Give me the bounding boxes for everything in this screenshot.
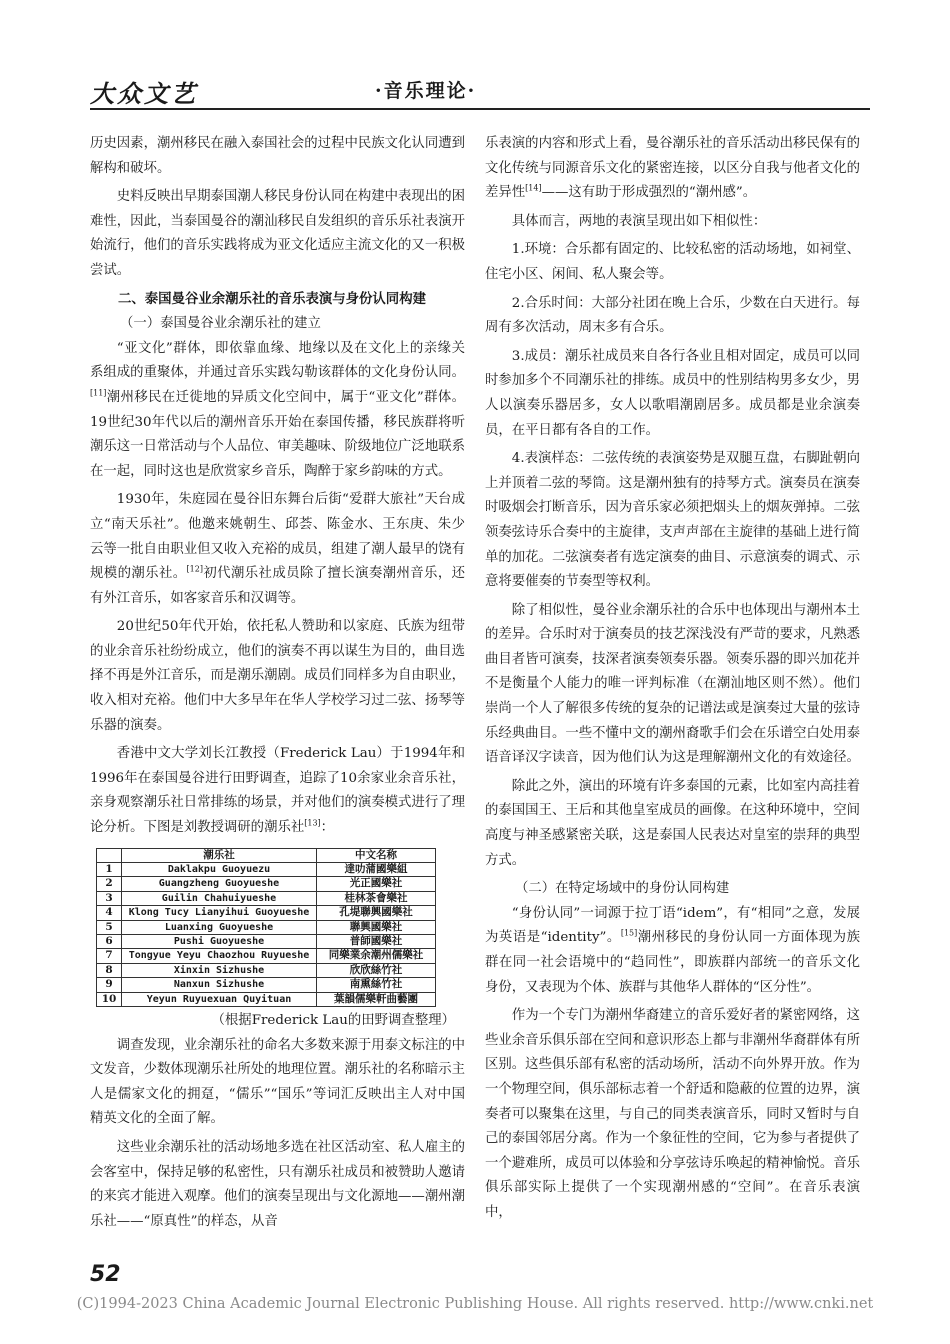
- table-cell: Tongyue Yeyu Chaozhou Ruyueshe: [122, 949, 317, 963]
- masthead: [90, 76, 870, 108]
- table-row: [97, 978, 436, 992]
- table-cell: 5: [97, 920, 122, 934]
- table-cell: 10: [97, 992, 122, 1006]
- table-cell: 達叻蒲國樂組: [317, 863, 436, 877]
- table-cell: 8: [97, 963, 122, 977]
- paragraph: 除了相似性，曼谷业余潮乐社的合乐中也体现出与潮州本土的差异。合乐时对于演奏员的技艺深浅没有严苛的要求，凡熟悉曲目者皆可演奏，技深者演奏领奏乐器。领奏乐器的即兴加花并不是衡量个人能力的唯一评判标准（在潮汕地区则不然）。他们崇尚一个人了解很多传统的复杂的记谱法或是演奏过大量的弦诗乐经典曲目。一些不懂中文的潮州裔歌手们会在乐谱空白处用泰语音译汉字读音，因为他们认为这是理解潮州文化的有效途径。: [485, 602, 860, 766]
- table-cell: 2: [97, 877, 122, 891]
- list-item: 4.表演样态：二弦传统的表演姿势是双腿互盘，右脚趾朝向上并顶着二弦的琴筒。这是潮州独有的持琴方式。演奏员在演奏时吸烟会打断音乐，因为音乐家必须把烟头上的烟灰弹掉。二弦领奏弦诗乐合奏中的主旋律，支声声部在主旋律的基础上进行简单的加花。二弦演奏者有选定演奏的曲目、示意演奏的调式、示意将要催奏的节奏型等权利。: [485, 451, 860, 590]
- table-row: [97, 906, 436, 920]
- paragraph: “身份认同”一词源于拉丁语“idem”，有“相同”之意，发展为英语是“identity”。[15]潮州移民的身份认同一方面体现为族群在同一社会语境中的“趋同性”，即族群内部统一的音乐文化身份，又表现为个体、族群与其他华人群体的“区分性”。: [485, 905, 860, 995]
- table-cell: 1: [97, 863, 122, 877]
- table-header-cell: 中文名称: [317, 848, 436, 862]
- citation-ref: [15]: [620, 928, 638, 938]
- club-table: [96, 848, 436, 1007]
- subsection-heading: （一）泰国曼谷业余潮乐社的建立: [120, 316, 321, 332]
- citation-ref: [11]: [90, 388, 107, 398]
- table-cell: 6: [97, 935, 122, 949]
- table-header-cell: 潮乐社: [122, 848, 317, 862]
- table-cell: 桂林茶會樂社: [317, 891, 436, 905]
- table-cell: Guilin Chahuiyueshe: [122, 891, 317, 905]
- table-row: [97, 920, 436, 934]
- table-row: [97, 963, 436, 977]
- table-cell: Guangzheng Guoyueshe: [122, 877, 317, 891]
- list-item: 2.合乐时间：大部分社团在晚上合乐，少数在白天进行。每周有多次活动，周末多有合乐。: [485, 295, 860, 336]
- paragraph: 20世纪50年代开始，依托私人赞助和以家庭、氏族为纽带的业余音乐社纷纷成立，他们的演奏不再以谋生为目的，曲目选择不再是外江音乐，而是潮乐潮剧。成员们同样多为自由职业，收入相对充裕。他们中大多早年在华人学校学习过二弦、扬琴等乐器的演奏。: [90, 619, 465, 733]
- table-cell: Daklakpu Guoyuezu: [122, 863, 317, 877]
- table-row: [97, 935, 436, 949]
- table-cell: 3: [97, 891, 122, 905]
- table-cell: Klong Tucy Lianyihui Guoyueshe: [122, 906, 317, 920]
- table-cell: Yeyun Ruyuexuan Quyituan: [122, 992, 317, 1006]
- table-cell: Luanxing Guoyueshe: [122, 920, 317, 934]
- table-row: [97, 863, 436, 877]
- table-row: [97, 949, 436, 963]
- paragraph: “亚文化”群体，即依靠血缘、地缘以及在文化上的亲缘关系组成的重聚体，并通过音乐实践勾勒该群体的文化身份认同。[11]潮州移民在迁徙地的异质文化空间中，属于“亚文化”群体。19世纪30年代以后的潮州音乐开始在泰国传播，移民族群将听潮乐这一日常活动与个人品位、审美趣味、阶级地位广泛地联系在一起，同时这也是欣赏家乡音乐，陶醉于家乡韵味的方式。: [90, 340, 465, 479]
- header-rule: [90, 108, 870, 110]
- citation-ref: [14]: [525, 183, 542, 193]
- list-item: 1.环境：合乐都有固定的、比较私密的活动场地，如祠堂、住宅小区、闲间、私人聚会等。: [485, 242, 860, 282]
- table-row: [97, 891, 436, 905]
- subsection-heading: （二）在特定场域中的身份认同构建: [515, 881, 730, 897]
- right-column: [485, 132, 860, 1226]
- table-cell: 4: [97, 906, 122, 920]
- page-number: 52: [90, 1262, 121, 1287]
- paragraph: 史料反映出早期泰国潮人移民身份认同在构建中表现出的困难性，因此，当泰国曼谷的潮汕移民自发组织的音乐乐社表演开始流行，他们的音乐实践将成为亚文化适应主流文化的又一积极尝试。: [90, 189, 465, 278]
- table-row: [97, 877, 436, 891]
- paragraph: 这些业余潮乐社的活动场地多选在社区活动室、私人雇主的会客室中，保持足够的私密性，只有潮乐社成员和被赞助人邀请的来宾才能进入观摩。他们的演奏呈现出与文化源地——潮州潮乐社——“原真性”的样态，从音: [90, 1140, 465, 1229]
- table-cell: 葉韻儒樂軒曲藝團: [317, 992, 436, 1006]
- paragraph: 历史因素，潮州移民在融入泰国社会的过程中民族文化认同遭到解构和破坏。: [90, 136, 465, 176]
- paragraph: 作为一个专门为潮州华裔建立的音乐爱好者的紧密网络，这些业余音乐俱乐部在空间和意识形态上都与非潮州华裔群体有所区别。这些俱乐部有私密的活动场所，活动不向外界开放。作为一个物理空间，俱乐部标志着一个舒适和隐蔽的位置的边界，演奏者可以聚集在这里，与自己的同类表演音乐，同时又暂时与自己的泰国邻居分离。作为一个象征性的空间，它为参与者提供了一个避难所，成员可以体验和分享弦诗乐唤起的精神愉悦。音乐俱乐部实际上提供了一个实现潮州感的“空间”。在音乐表演中，: [485, 1008, 860, 1220]
- table-cell: 孔堤聯興國樂社: [317, 906, 436, 920]
- paragraph: 1930年，朱庭园在曼谷旧东舞台后街“爱群大旅社”天台成立“南天乐社”。他邀来姚朝生、邱荟、陈金水、王东庚、朱少云等一批自由职业但又收入充裕的成员，组建了潮人最早的饶有规模的潮乐社。[12]初代潮乐社成员除了擅长演奏潮州音乐，还有外江音乐，如客家音乐和汉调等。: [90, 492, 466, 606]
- section-heading: 二、泰国曼谷业余潮乐社的音乐表演与身份认同构建: [118, 291, 426, 307]
- table-cell: 欣欣絲竹社: [317, 963, 436, 977]
- paragraph: 香港中文大学刘长江教授（Frederick Lau）于1994年和1996年在泰国曼谷进行田野调查，追踪了10余家业余音乐社，亲身观察潮乐社日常排练的场景，并对他们的演奏模式进行了理论分析。下图是刘教授调研的潮乐社[13]：: [90, 746, 465, 836]
- table-cell: 同樂業余潮州儒樂社: [317, 949, 436, 963]
- table-cell: 聯興國樂社: [317, 920, 436, 934]
- table-cell: 普師國樂社: [317, 935, 436, 949]
- citation-ref: [12]: [186, 564, 203, 574]
- table-cell: Nanxun Sizhushe: [122, 978, 317, 992]
- table-caption: （根据Frederick Lau的田野调查整理）: [211, 1013, 455, 1029]
- paragraph: 具体而言，两地的表演呈现出如下相似性：: [511, 213, 767, 229]
- table-cell: 光正國樂社: [317, 877, 436, 891]
- copyright-footer: (C)1994-2023 China Academic Journal Electronic Publishing House. All rights reserved. http://www.cnki.net: [76, 1296, 874, 1312]
- table-header-cell: [97, 848, 122, 862]
- table-header-row: [97, 848, 436, 862]
- table-row: [97, 992, 436, 1006]
- table-cell: 9: [97, 978, 122, 992]
- journal-title: 大众文艺: [90, 79, 198, 108]
- table-cell: 南熏絲竹社: [317, 978, 436, 992]
- left-column: [90, 132, 465, 1234]
- table-cell: 7: [97, 949, 122, 963]
- paragraph: 调查发现，业余潮乐社的命名大多数来源于用泰文标注的中文发音，少数体现潮乐社所处的地理位置。潮乐社的名称暗示主人是儒家文化的拥趸，“儒乐”“国乐”等词汇反映出主人对中国精英文化的全面了解。: [90, 1037, 465, 1127]
- citation-ref: [13]: [304, 818, 321, 828]
- table-cell: Pushi Guoyueshe: [122, 935, 317, 949]
- list-item: 3.成员：潮乐社成员来自各行各业且相对固定，成员可以同时参加多个不同潮乐社的排练。成员中的性别结构男多女少，男人以演奏乐器居多，女人以歌唱潮剧居多。成员都是业余演奏员，在平日都有各自的工作。: [485, 348, 860, 438]
- table-cell: Xinxin Sizhushe: [122, 963, 317, 977]
- paragraph: 除此之外，演出的环境有许多泰国的元素，比如室内高挂着的泰国国王、王后和其他皇室成员的画像。在这种环境中，空间高度与神圣感紧密关联，这是泰国人民表达对皇室的崇拜的典型方式。: [485, 778, 860, 868]
- paragraph: 乐表演的内容和形式上看，曼谷潮乐社的音乐活动出移民保有的文化传统与同源音乐文化的紧密连接，以区分自我与他者文化的差异性[14]——这有助于形成强烈的“潮州感”。: [485, 136, 860, 201]
- section-title: ·音乐理论·: [375, 80, 477, 102]
